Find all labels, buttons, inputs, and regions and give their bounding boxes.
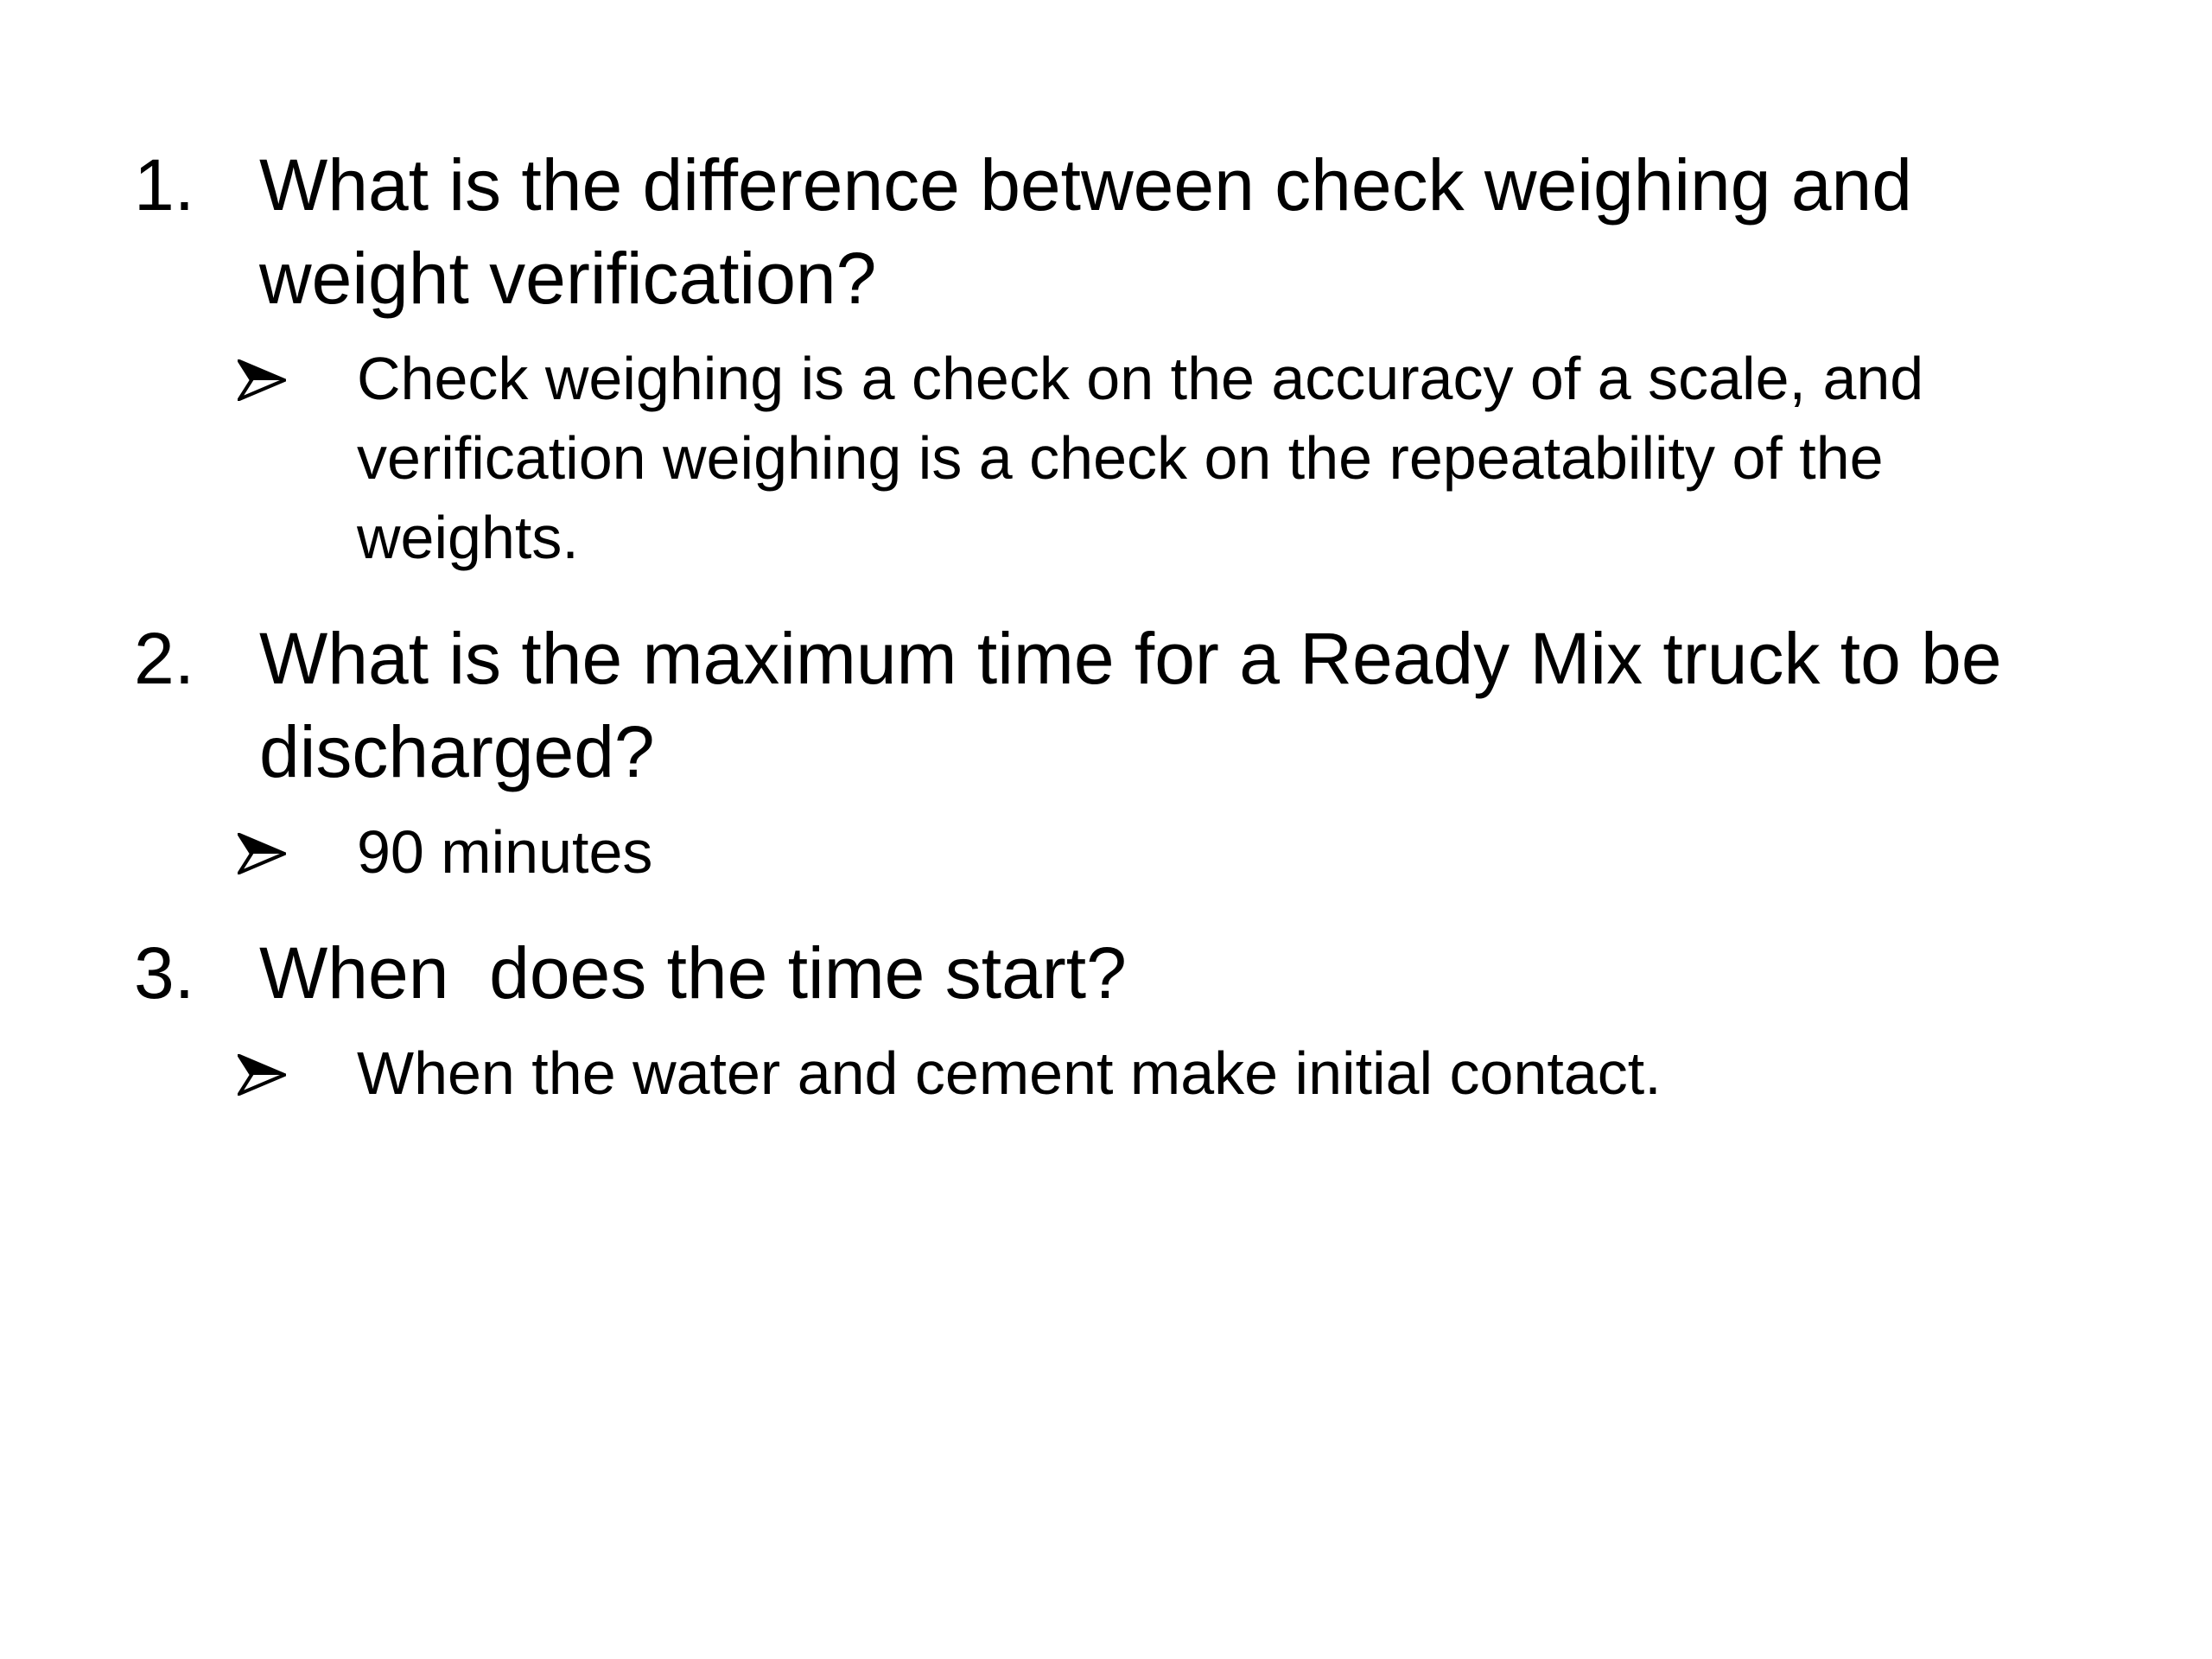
answer-2 [134, 812, 2113, 892]
question-number: 2. [134, 618, 195, 699]
arrowhead-bullet-icon [238, 359, 286, 401]
answer-text: 90 minutes [357, 818, 653, 886]
arrowhead-bullet-icon [238, 1054, 286, 1096]
question-number: 1. [134, 144, 195, 226]
answer-3 [134, 1033, 2113, 1113]
question-text: What is the maximum time for a Ready Mix truck to be discharged? [259, 618, 2002, 792]
arrowhead-bullet-icon [238, 833, 286, 874]
question-1 [134, 138, 2113, 325]
question-3 [134, 926, 2113, 1020]
answer-1 [134, 339, 2113, 577]
answer-text: Check weighing is a check on the accuracy of a scale, and verification weighing is a check on the repeatability of the weights. [357, 345, 1924, 571]
question-list [134, 138, 2113, 1113]
question-number: 3. [134, 932, 195, 1014]
answer-text: When the water and cement make initial contact. [357, 1039, 1662, 1107]
question-text: What is the difference between check weighing and weight verification? [259, 144, 1912, 319]
question-2 [134, 612, 2113, 798]
question-text: When does the time start? [259, 932, 1127, 1014]
